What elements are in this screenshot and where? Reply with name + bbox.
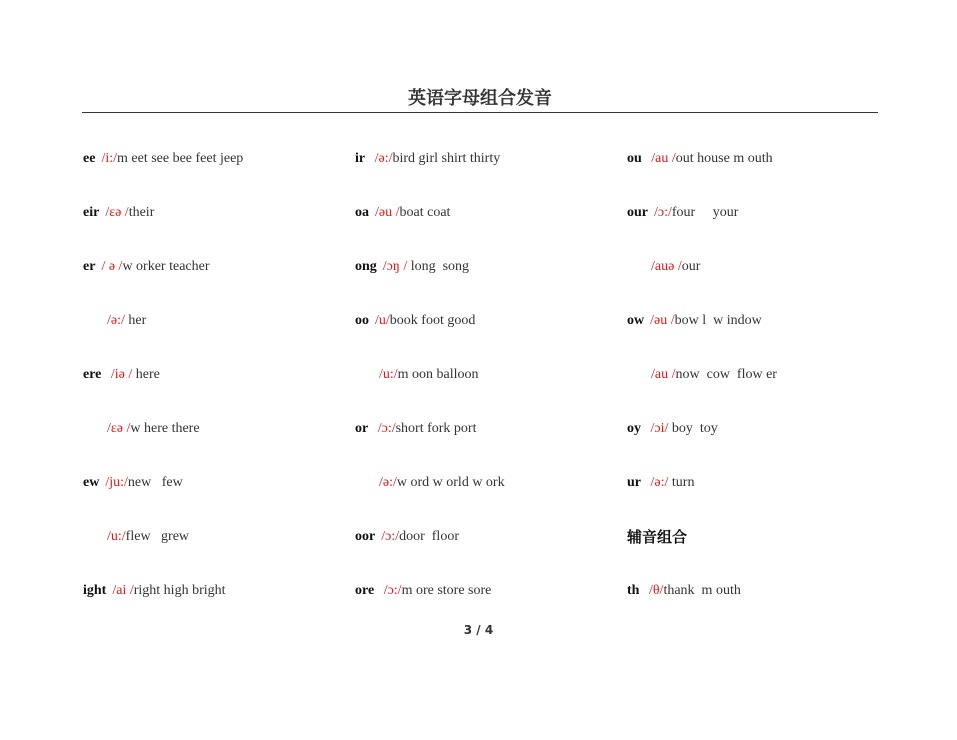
phonics-row <box>627 314 777 368</box>
letter-combination: ong <box>355 259 377 274</box>
example-words: long song <box>410 259 470 274</box>
phonics-row <box>83 206 243 260</box>
example-words: boy toy <box>671 421 718 436</box>
example-words: four your <box>671 205 739 220</box>
letter-combination: ore <box>355 583 375 598</box>
letter-combination: oor <box>355 529 376 544</box>
letter-combination: our <box>627 205 648 220</box>
example-words: here <box>135 367 160 382</box>
phonetic-symbol: /εə / <box>107 421 131 436</box>
phonetic-symbol: /u/ <box>375 313 390 328</box>
example-words: w here there <box>130 421 200 436</box>
example-words: w ord w orld w ork <box>396 475 505 490</box>
phonetic-symbol: /auə / <box>651 259 682 274</box>
phonics-row <box>355 530 505 584</box>
example-words: boat coat <box>399 205 451 220</box>
phonics-column <box>83 152 243 638</box>
example-words: flew grew <box>125 529 190 544</box>
letter-combination: ight <box>83 583 107 598</box>
phonetic-symbol: /ɔ:/ <box>374 421 396 436</box>
phonetic-symbol: /ə:/ <box>107 313 129 328</box>
phonetic-symbol: / ə / <box>101 259 123 274</box>
phonetic-symbol: /iə / <box>107 367 136 382</box>
phonetic-symbol: /εə / <box>105 205 129 220</box>
phonetic-symbol: /ə:/ <box>371 151 393 166</box>
letter-combination: th <box>627 583 640 598</box>
example-words: book foot good <box>389 313 476 328</box>
phonetic-symbol: /ai / <box>112 583 134 598</box>
title-divider <box>82 112 878 113</box>
phonetic-symbol: /u:/ <box>107 529 126 544</box>
phonetic-symbol: /əu / <box>375 205 400 220</box>
phonetic-symbol: /ju:/ <box>105 475 128 490</box>
letter-combination: oo <box>355 313 369 328</box>
phonics-row <box>83 422 243 476</box>
phonetic-symbol: /θ/ <box>645 583 664 598</box>
section-heading-row <box>627 530 777 584</box>
section-heading: 辅音组合 <box>627 528 688 546</box>
example-words: short fork port <box>395 421 477 436</box>
phonics-row <box>83 476 243 530</box>
example-words: new few <box>127 475 183 490</box>
letter-combination: oa <box>355 205 369 220</box>
phonics-row <box>355 314 505 368</box>
example-words: bow l w indow <box>674 313 762 328</box>
phonics-row <box>627 206 777 260</box>
example-words: now cow flow er <box>675 367 777 382</box>
phonics-row <box>355 476 505 530</box>
example-words: bird girl shirt thirty <box>392 151 501 166</box>
example-words: her <box>128 313 147 328</box>
phonics-row <box>355 422 505 476</box>
letter-combination: er <box>83 259 96 274</box>
letter-combination: ee <box>83 151 96 166</box>
phonetic-symbol: /ə:/ <box>379 475 397 490</box>
example-words: their <box>128 205 155 220</box>
letter-combination: or <box>355 421 369 436</box>
example-words: out house m outh <box>675 151 773 166</box>
phonics-row <box>83 530 243 584</box>
page-indicator: 3 / 4 <box>463 623 494 637</box>
example-words: right high bright <box>133 583 226 598</box>
letter-combination: ou <box>627 151 642 166</box>
example-words: w orker teacher <box>122 259 210 274</box>
letter-combination: eir <box>83 205 100 220</box>
letter-combination: ew <box>83 475 100 490</box>
phonics-row <box>355 260 505 314</box>
example-words: door floor <box>399 529 459 544</box>
phonetic-symbol: /ɔi/ <box>647 421 672 436</box>
letter-combination: ir <box>355 151 366 166</box>
example-words: m ore store sore <box>401 583 492 598</box>
phonics-row <box>355 206 505 260</box>
phonics-row <box>627 260 777 314</box>
phonics-column <box>355 152 505 638</box>
phonetic-symbol: /au / <box>651 367 676 382</box>
phonics-row <box>355 368 505 422</box>
phonetic-symbol: /ə:/ <box>647 475 672 490</box>
letter-combination: ur <box>627 475 641 490</box>
phonetic-symbol: /ɔ:/ <box>381 529 400 544</box>
letter-combination: ere <box>83 367 102 382</box>
letter-combination: oy <box>627 421 641 436</box>
phonics-column <box>627 152 777 638</box>
example-words: thank m outh <box>663 583 741 598</box>
phonetic-symbol: /ɔŋ / <box>382 259 411 274</box>
phonics-row <box>83 260 243 314</box>
phonics-row <box>83 368 243 422</box>
phonics-row <box>355 152 505 206</box>
example-words: turn <box>671 475 695 490</box>
phonics-row <box>83 314 243 368</box>
phonics-row <box>627 476 777 530</box>
phonics-row <box>627 368 777 422</box>
phonetic-symbol: /ɔ:/ <box>654 205 672 220</box>
phonetic-symbol: /u:/ <box>379 367 398 382</box>
page-title: 英语字母组合发音 <box>408 88 552 109</box>
phonics-row <box>627 422 777 476</box>
example-words: our <box>681 259 701 274</box>
phonetic-symbol: /ɔ:/ <box>380 583 402 598</box>
phonics-row <box>83 152 243 206</box>
letter-combination: ow <box>627 313 645 328</box>
phonetic-symbol: /i:/ <box>101 151 117 166</box>
example-words: m eet see bee feet jeep <box>117 151 244 166</box>
phonetic-symbol: /au / <box>647 151 676 166</box>
phonetic-symbol: /əu / <box>650 313 675 328</box>
example-words: m oon balloon <box>397 367 479 382</box>
phonics-row <box>627 152 777 206</box>
